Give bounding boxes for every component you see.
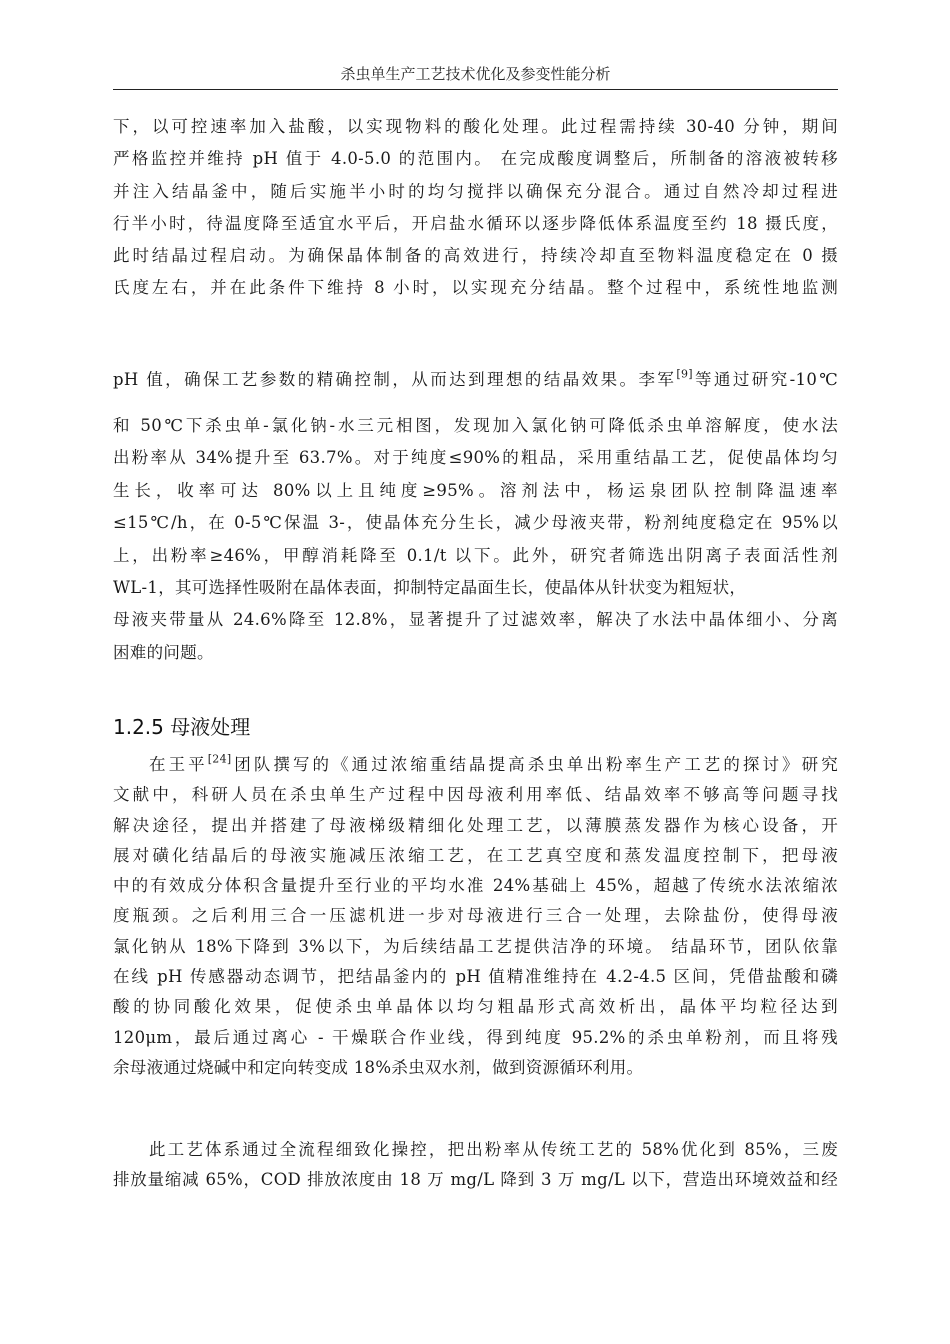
paragraph-crystallization-process — [113, 111, 838, 305]
text-line: 酸的协同酸化效果，促使杀虫单晶体以均匀粗晶形式高效析出，晶体平均粒径达到 — [113, 997, 838, 1017]
text-line: 和 50℃下杀虫单-氯化钠-水三元相图，发现加入氯化钠可降低杀虫单溶解度，使水法 — [113, 416, 838, 435]
citation-ref-9: [9] — [676, 367, 693, 381]
text-line: 120μm，最后通过离心 - 干燥联合作业线，得到纯度 95.2%的杀虫单粉剂，而且将残 — [113, 1027, 838, 1047]
running-header: 杀虫单生产工艺技术优化及参变性能分析 — [340, 65, 611, 83]
text-fragment: 团队撰写的《通过浓缩重结晶提高杀虫单出粉率生产工艺的探讨》研究 — [231, 755, 838, 774]
text-line: 下，以可控速率加入盐酸，以实现物料的酸化处理。此过程需持续 30-40 分钟，期间 — [113, 117, 838, 136]
text-line: 排放量缩减 65%，COD 排放浓度由 18 万 mg/L 降到 3 万 mg/L 以下，营造出环境效益和经 — [113, 1170, 838, 1190]
text-line: 此工艺体系通过全流程细致化操控，把出粉率从传统工艺的 58%优化到 85%，三废 — [149, 1140, 838, 1159]
text-line: 氯化钠从 18%下降到 3%以下，为后续结晶工艺提供洁净的环境。 结晶环节，团队依靠 — [113, 936, 838, 956]
text-line: 生长，收率可达 80%以上且纯度≥95%。溶剂法中，杨运泉团队控制降温速率 — [113, 480, 838, 500]
paragraph-process-outcomes — [113, 1135, 838, 1196]
text-line: 中的有效成分体积含量提升至行业的平均水准 24%基础上 45%，超越了传统水法浓缩浓 — [113, 876, 838, 896]
header-rule — [113, 89, 838, 90]
text-line: 在线 pH 传感器动态调节，把结晶釜内的 pH 值精准维持在 4.2-4.5 区间，凭借盐酸和磷 — [113, 967, 838, 987]
text-line: 行半小时，待温度降至适宜水平后，开启盐水循环以逐步降低体系温度至约 18 摄氏度， — [113, 213, 838, 233]
text-line: WL-1，其可选择性吸附在晶体表面，抑制特定晶面生长，使晶体从针状变为粗短状， — [113, 577, 747, 597]
paragraph-phase-diagram-study — [113, 410, 838, 669]
text-line-with-citation — [113, 364, 838, 396]
paragraph-mother-liquor-process — [113, 750, 838, 1083]
text-line: 氏度左右，并在此条件下维持 8 小时，以实现充分结晶。整个过程中，系统性地监测 — [113, 278, 838, 298]
text-line: 出粉率从 34%提升至 63.7%。对于纯度≤90%的粗品，采用重结晶工艺，促使晶体均匀 — [113, 448, 838, 468]
text-line: ≤15℃/h，在 0-5℃保温 3-，使晶体充分生长，减少母液夹带，粉剂纯度稳定在 95%以 — [113, 513, 838, 533]
text-line: 母液夹带量从 24.6%降至 12.8%，显著提升了过滤效率，解决了水法中晶体细小、分离 — [113, 610, 838, 630]
text-fragment: 等通过研究-10℃ — [692, 370, 838, 389]
text-line-with-citation — [113, 750, 838, 780]
text-line: 文献中，科研人员在杀虫单生产过程中因母液利用率低、结晶效率不够高等问题寻找 — [113, 785, 838, 805]
text-line: 上，出粉率≥46%，甲醇消耗降至 0.1/t 以下。此外，研究者筛选出阴离子表面活性剂 — [113, 545, 838, 565]
text-line: 困难的问题。 — [113, 642, 214, 662]
text-line: 展对磺化结晶后的母液实施减压浓缩工艺，在工艺真空度和蒸发温度控制下，把母液 — [113, 845, 838, 865]
citation-ref-24: [24] — [207, 752, 232, 766]
text-fragment: 在王平 — [149, 755, 208, 774]
text-fragment: pH 值，确保工艺参数的精确控制，从而达到理想的结晶效果。李军 — [113, 370, 677, 389]
text-line: 并注入结晶釜中，随后实施半小时的均匀搅拌以确保充分混合。通过自然冷却过程进 — [113, 181, 838, 201]
text-line: 严格监控并维持 pH 值于 4.0-5.0 的范围内。 在完成酸度调整后，所制备的溶液被转移 — [113, 149, 838, 169]
text-line: 解决途径，提出并搭建了母液梯级精细化处理工艺，以薄膜蒸发器作为核心设备，开 — [113, 815, 838, 835]
text-line: 度瓶颈。之后利用三合一压滤机进一步对母液进行三合一处理，去除盐份，使得母液 — [113, 906, 838, 926]
paragraph-citation-line-9 — [113, 364, 838, 396]
section-heading: 1.2.5 母液处理 — [113, 715, 251, 739]
text-line: 余母液通过烧碱中和定向转变成 18%杀虫双水剂，做到资源循环利用。 — [113, 1057, 644, 1077]
text-line: 此时结晶过程启动。为确保晶体制备的高效进行，持续冷却直至物料温度稳定在 0 摄 — [113, 246, 838, 266]
